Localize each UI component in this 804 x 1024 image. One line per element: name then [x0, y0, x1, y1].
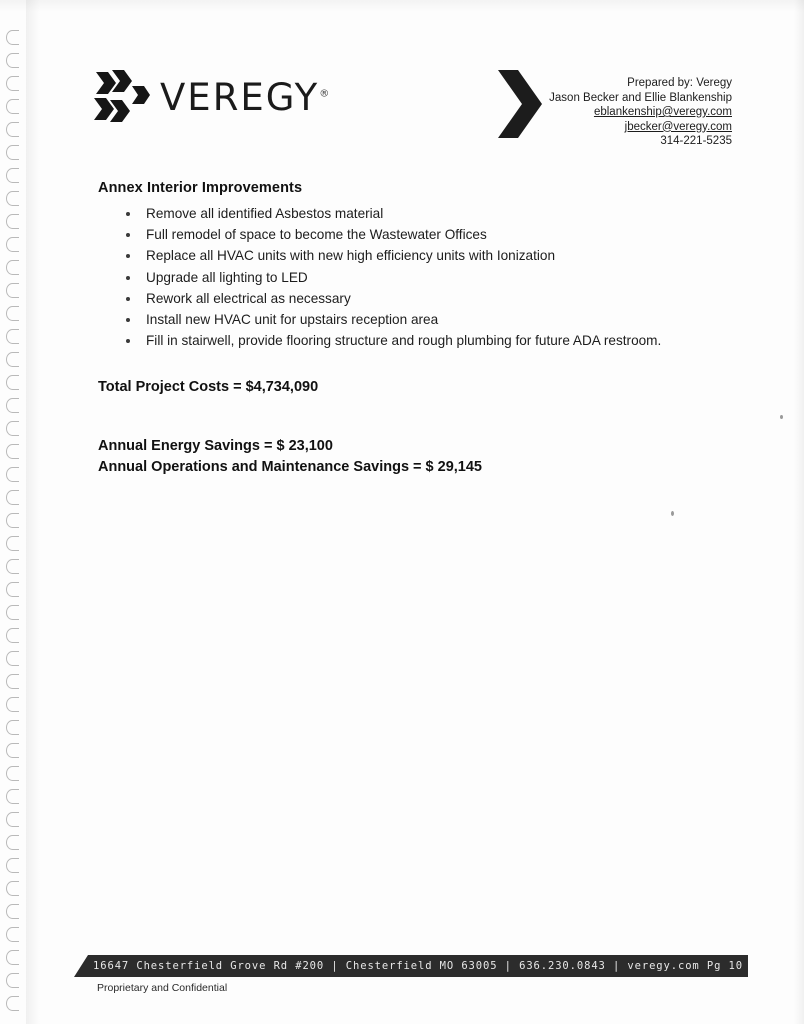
veregy-wordmark: VEREGY	[160, 75, 320, 119]
section-title: Annex Interior Improvements	[98, 180, 303, 196]
binding-hole	[6, 513, 19, 528]
document-body	[98, 180, 738, 478]
improvements-list	[98, 204, 738, 351]
binding-hole	[6, 628, 19, 643]
list-item: Remove all identified Asbestos material	[98, 204, 738, 224]
binding-hole	[6, 812, 19, 827]
annual-om-savings: Annual Operations and Maintenance Savings = $ 29,145	[98, 459, 482, 476]
veregy-logo	[92, 70, 331, 124]
footer-address-text: 16647 Chesterfield Grove Rd #200 | Chesterfield MO 63005 | 636.230.0843 | veregy.com Pg 10	[93, 960, 743, 972]
list-item: Replace all HVAC units with new high efficiency units with Ionization	[98, 246, 738, 266]
document-header	[0, 62, 804, 152]
binding-hole	[6, 444, 19, 459]
prepared-by-email-blankenship[interactable]: eblankenship@veregy.com	[593, 106, 732, 118]
veregy-logo-mark-icon	[92, 70, 150, 124]
binding-hole	[6, 237, 19, 252]
binding-hole	[6, 352, 19, 367]
list-item: Fill in stairwell, provide flooring structure and rough plumbing for future ADA restroom.	[98, 331, 738, 351]
binding-hole	[6, 168, 19, 183]
binding-hole	[6, 559, 19, 574]
binding-hole	[6, 375, 19, 390]
binding-hole	[6, 881, 19, 896]
page-edge-shading-top	[0, 0, 804, 12]
prepared-by-names: Jason Becker and Ellie Blankenship	[549, 91, 732, 104]
binding-hole	[6, 651, 19, 666]
binding-hole	[6, 996, 19, 1011]
binding-hole	[6, 30, 19, 45]
binding-hole	[6, 973, 19, 988]
binding-hole	[6, 950, 19, 965]
binding-hole	[6, 214, 19, 229]
binding-hole	[6, 904, 19, 919]
binding-hole	[6, 927, 19, 942]
scan-artifact-speck	[780, 415, 783, 419]
binding-hole	[6, 789, 19, 804]
binding-hole	[6, 743, 19, 758]
binding-hole	[6, 306, 19, 321]
binding-hole	[6, 398, 19, 413]
annual-energy-savings: Annual Energy Savings = $ 23,100	[98, 438, 333, 455]
binding-hole	[6, 191, 19, 206]
binding-hole	[6, 674, 19, 689]
prepared-by-line: Prepared by: Veregy	[627, 77, 732, 89]
footer-address-bar	[88, 955, 748, 977]
binding-hole	[6, 858, 19, 873]
binding-hole	[6, 536, 19, 551]
binding-hole	[6, 605, 19, 620]
total-project-costs: Total Project Costs = $4,734,090	[98, 379, 319, 396]
binding-hole	[6, 697, 19, 712]
list-item: Upgrade all lighting to LED	[98, 268, 738, 288]
binding-hole	[6, 720, 19, 735]
list-item: Full remodel of space to become the Wastewater Offices	[98, 225, 738, 245]
page-edge-shading-right	[794, 0, 804, 1024]
binding-hole	[6, 260, 19, 275]
list-item: Install new HVAC unit for upstairs reception area	[98, 310, 738, 330]
prepared-by-phone: 314-221-5235	[660, 135, 732, 147]
list-item: Rework all electrical as necessary	[98, 289, 738, 309]
binding-hole	[6, 490, 19, 505]
binding-hole	[6, 835, 19, 850]
total-project-costs-block	[98, 377, 738, 398]
binding-hole	[6, 582, 19, 597]
binding-hole	[6, 421, 19, 436]
footer-confidential-note: Proprietary and Confidential	[97, 982, 228, 994]
binding-hole	[6, 467, 19, 482]
spiral-binding-holes	[0, 0, 34, 1024]
prepared-by-email-becker[interactable]: jbecker@veregy.com	[624, 120, 732, 133]
binding-hole	[6, 283, 19, 298]
registered-trademark-icon: ®	[319, 88, 332, 100]
scan-artifact-speck	[671, 511, 674, 516]
annual-savings-block	[98, 436, 738, 478]
veregy-logo-text	[160, 75, 332, 119]
prepared-by-block	[360, 76, 732, 149]
binding-hole	[6, 766, 19, 781]
binding-hole	[6, 329, 19, 344]
